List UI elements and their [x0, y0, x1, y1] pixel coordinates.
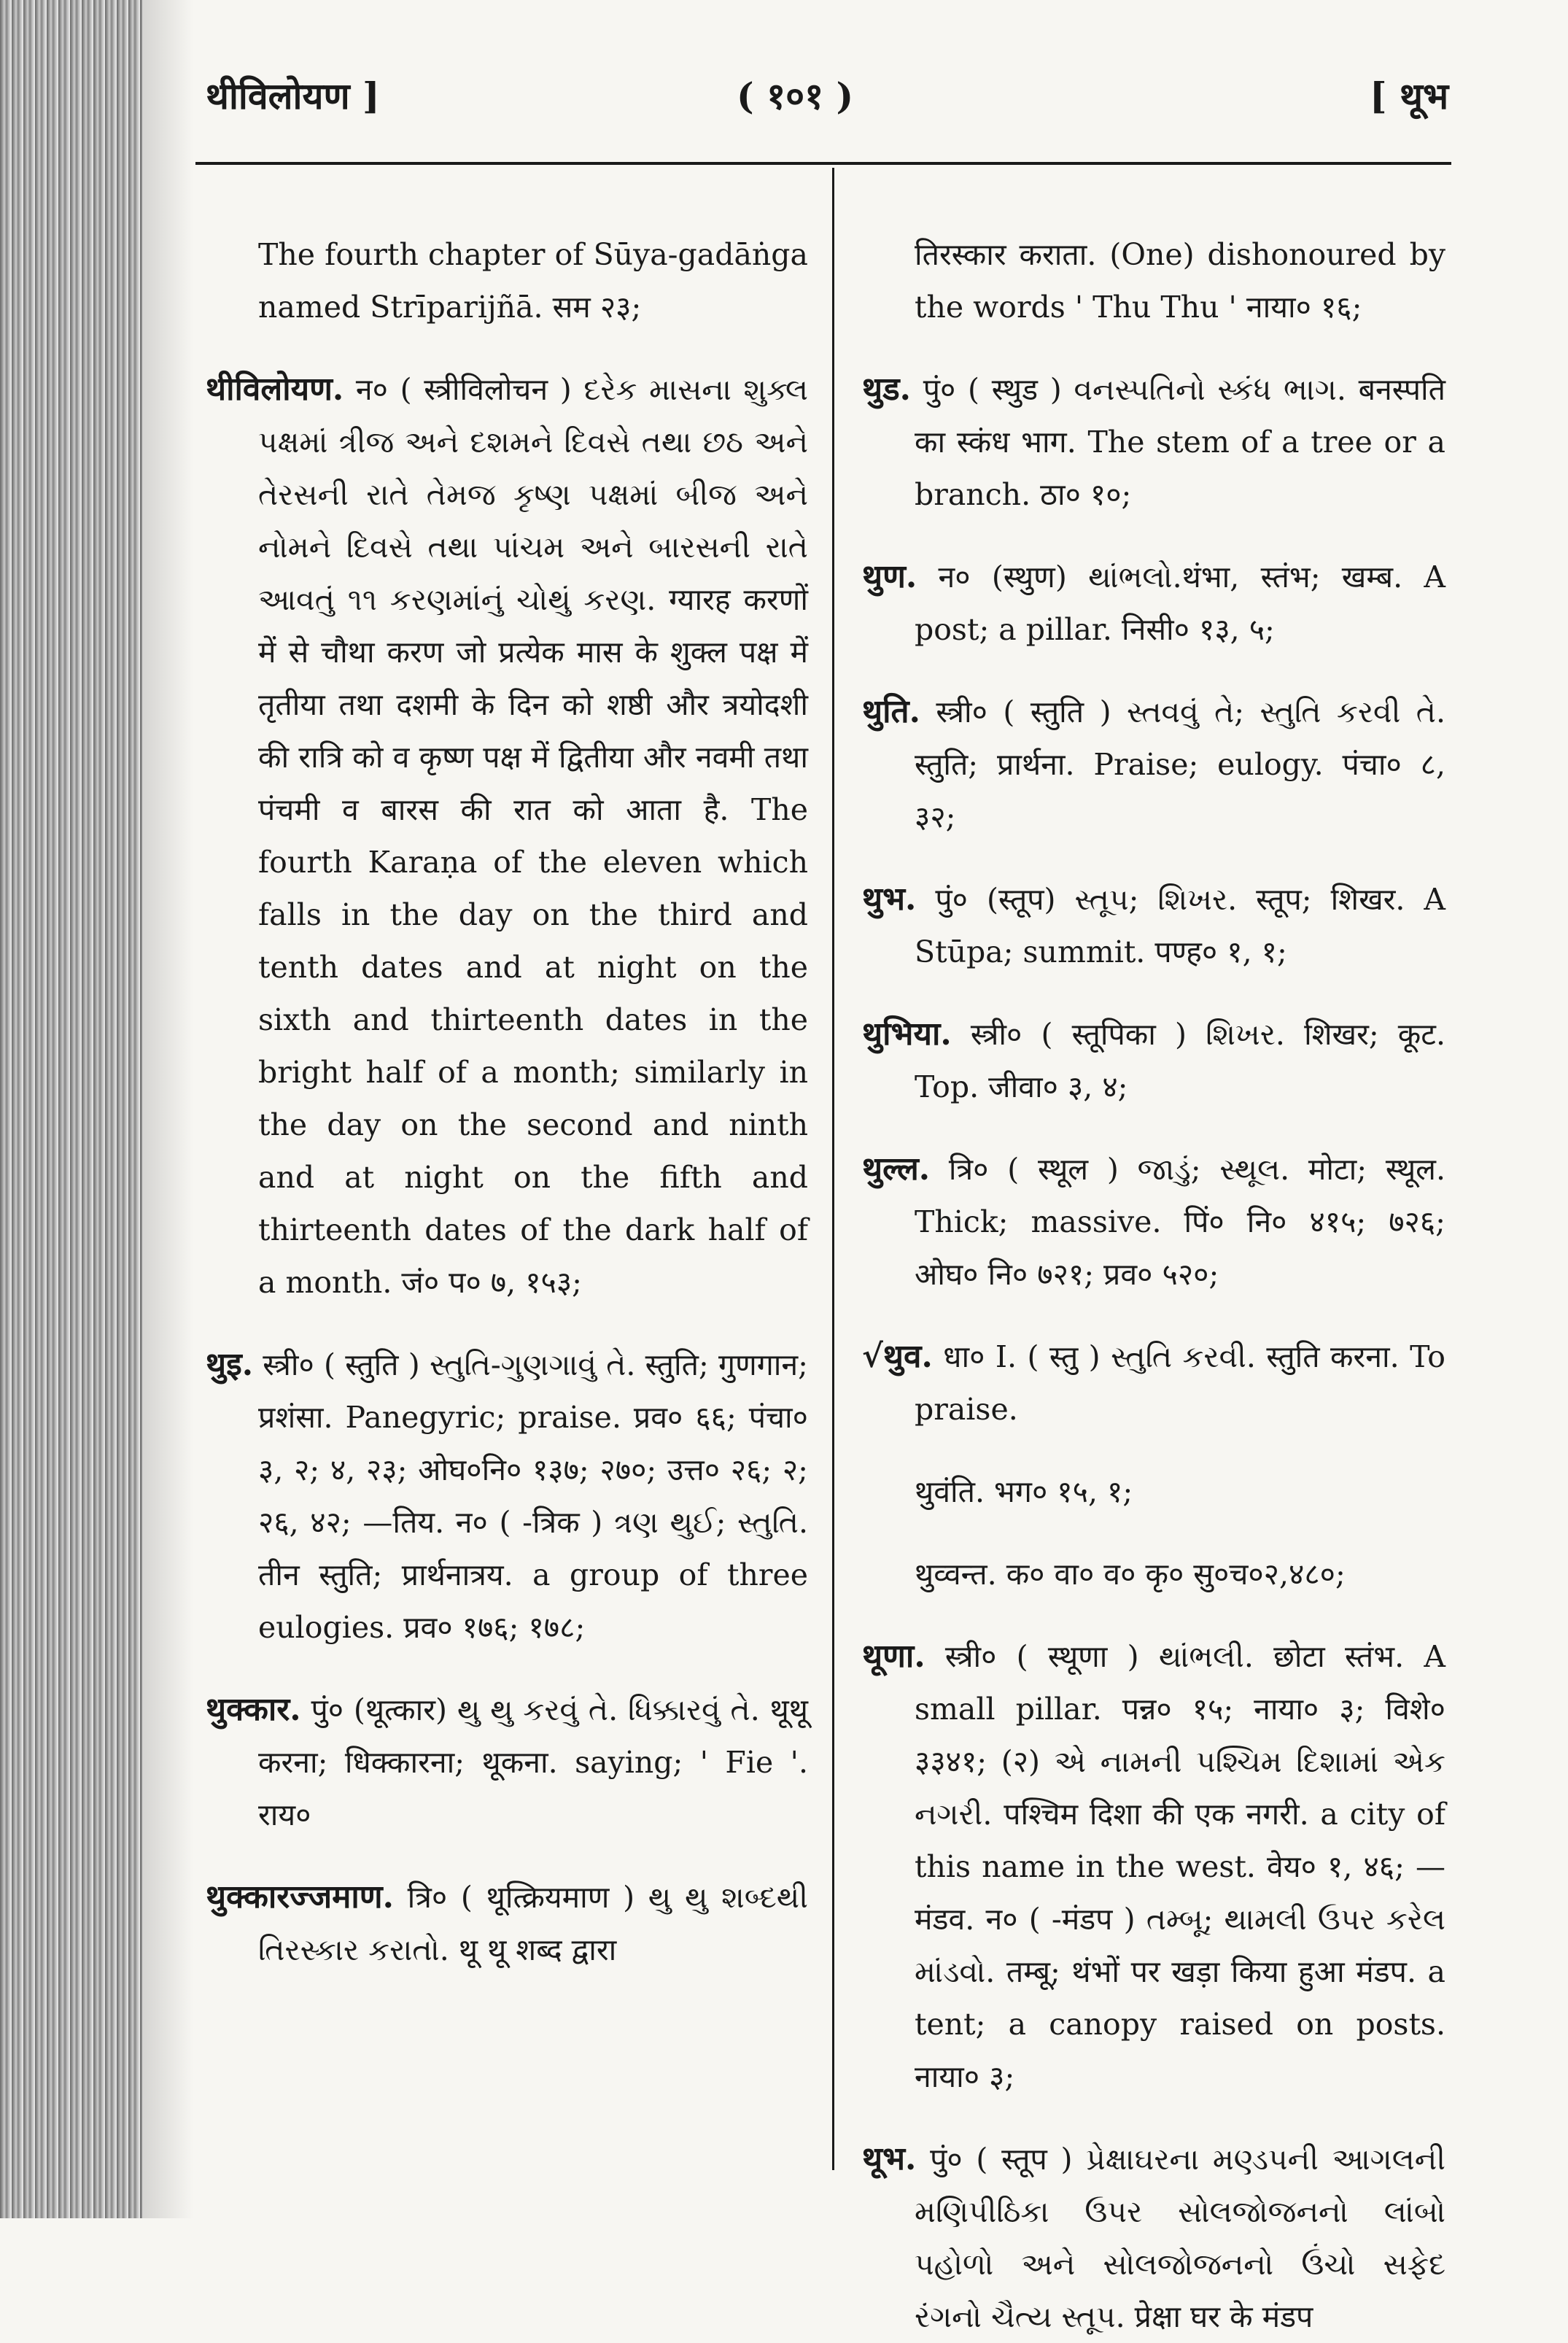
entry-text: स्त्री० ( स्तूपिका ) શિખર. शिखर; कूट. Top. जीवा० ३, ४;	[915, 1017, 1445, 1104]
dictionary-entry	[862, 686, 1445, 843]
dictionary-entry	[862, 2133, 1445, 2343]
entry-headword: थुण.	[862, 558, 917, 595]
right-column	[862, 198, 1445, 2343]
entry-headword: थीविलोयण.	[206, 371, 344, 408]
entry-text: थुवंति. भग० १५, १;	[915, 1474, 1133, 1509]
dictionary-entry	[862, 1008, 1445, 1113]
entry-text: त्रि० ( स्थूल ) જાડું; સ્થૂલ. मोटा; स्थूल. Thick; massive. पिं० नि० ४१५; ७२६; ओघ० नि० ७२१; प्रव० ५२०;	[915, 1152, 1445, 1292]
entry-headword: थुल्ल.	[862, 1150, 931, 1188]
entry-headword: थूभ.	[862, 2140, 917, 2177]
dictionary-entry	[206, 1339, 808, 1654]
entry-text: The fourth chapter of Sūya-gadāṅga named Strīparijñā. सम २३;	[258, 237, 808, 325]
dictionary-entry	[862, 1331, 1445, 1436]
entry-headword: थुड.	[862, 371, 911, 408]
dictionary-entry	[862, 228, 1445, 333]
book-binding-shadow	[0, 0, 142, 2218]
header-rule	[195, 162, 1451, 165]
entry-headword: थुक्कारज्जमाण.	[206, 1878, 394, 1916]
page-number: ( १०१ )	[737, 74, 854, 117]
entry-headword: थूणा.	[862, 1638, 925, 1675]
column-divider	[832, 168, 834, 2170]
dictionary-entry	[862, 1630, 1445, 2103]
entry-text: पुं० (थूत्कार) થુ થુ કરવું તે. ધિક્કારવું તે. थूथू करना; धिक्कारना; थूकना. saying; ' Fie '. राय०	[258, 1692, 808, 1832]
entry-headword: थुभ.	[862, 880, 917, 918]
entry-text: पुं० ( स्तूप ) પ્રેક્ષાઘરના મણ્ડપની આગલની મણિપીઠિકા ઉપર સોલજોજનનો લાંબો પહોળો અને સોલજોજનનો ઉંચો સફેદ રંગનો ચૈત્ય સ્તૂપ. प्रेक्षा घर के मंडप	[915, 2142, 1445, 2334]
entry-headword: थुभिया.	[862, 1015, 952, 1053]
dictionary-entry	[862, 1548, 1445, 1600]
dictionary-entry	[206, 1871, 808, 1976]
dictionary-entry	[862, 1143, 1445, 1301]
dictionary-entry	[206, 363, 808, 1309]
dictionary-entry	[862, 551, 1445, 656]
left-column	[206, 198, 808, 1976]
entry-text: पुं० ( स्थुड ) વનસ્પતિનો સ્કંધ ભાગ. बनस्पति का स्कंध भाग. The stem of a tree or a branch. ठा० १०;	[915, 372, 1445, 512]
dictionary-entry	[206, 228, 808, 333]
dictionary-entry	[862, 1465, 1445, 1518]
entry-headword: थुइ.	[206, 1346, 254, 1383]
entry-text: पुं० (स्तूप) સ્તૂપ; શિખર. स्तूप; शिखर. A Stūpa; summit. पण्ह० १, १;	[915, 882, 1445, 969]
running-head-right: [ थूभ	[1370, 74, 1449, 117]
entry-text: स्त्री० ( स्तुति ) સ્તવવું તે; સ્તુતિ કરવી તે. स्तुति; प्रार्थना. Praise; eulogy. पंचा० ८, ३२;	[915, 694, 1445, 834]
entry-text: थुव्वन्त. क० वा० व० कृ० सु०च०२,४८०;	[915, 1557, 1346, 1592]
entry-text: न० (स्थुण) થાંભલો.थंभा, स्तंभ; खम्ब. A post; a pillar. निसी० १३, ५;	[915, 559, 1445, 647]
entry-text: स्त्री० ( स्तुति ) સ્તુતિ-ગુણગાવું તે. स्तुति; गुणगान; प्रशंसा. Panegyric; praise. प्रव० ६६; पंचा० ३, २; ४, २३; ओघ०नि० १३७; २७०; उत्त० २६; २; २६, ४२; —तिय. न० ( -त्रिक ) ત્રણ થુઈ; સ્તુતિ. तीन स्तुति; प्रार्थनात्रय. a group of three eulogies. प्रव० १७६; १७८;	[258, 1347, 808, 1645]
entry-text: तिरस्कार कराता. (One) dishonoured by the words ' Thu Thu ' नाया० १६;	[915, 237, 1445, 325]
entry-text: धा० I. ( स्तु ) સ્તુતિ કરવી. स्तुति करना. To praise.	[915, 1339, 1445, 1427]
entry-text: स्त्री० ( स्थूणा ) થાંભલી. छोटा स्तंभ. A small pillar. पन्न० १५; नाया० ३; विशे० ३३४१; (२) એ નામની પશ્ચિમ દિશામાં એક નગરી. पश्चिम दिशा की एक नगरी. a city of this name in the west. वेय० १, ४६; —मंडव. न० ( -मंडप ) તમ્બૂ; થામલી ઉપર કરેલ માંડવો. तम्बू; थंभों पर खड़ा किया हुआ मंडप. a tent; a canopy raised on posts. नाया० ३;	[915, 1639, 1445, 2094]
dictionary-entry	[862, 363, 1445, 521]
entry-text: त्रि० ( थूत्क्रियमाण ) થુ થુ શબ્દથી તિરસ્કાર કરાતો. थू थू शब्द द्वारा	[258, 1880, 808, 1967]
entry-headword: √थुव.	[862, 1338, 933, 1375]
dictionary-entry	[206, 1684, 808, 1841]
dictionary-entry	[862, 873, 1445, 978]
running-head-left: थीविलोयण ]	[206, 74, 380, 117]
entry-headword: थुक्कार.	[206, 1691, 301, 1728]
binding-fade	[142, 0, 193, 2218]
entry-text: न० ( स्त्रीविलोचन ) દરેક માસના શુક્લ પક્ષમાં ત્રીજ અને દશમને દિવસે તથા છઠ અને તેરસની રાતે તેમજ કૃષ્ણ પક્ષમાં બીજ અને નોમને દિવસે તથા પાંચમ અને બારસની રાતે આવતું ૧૧ કરણમાંનું ચોથું કરણ. ग्यारह करणों में से चौथा करण जो प्रत्येक मास के शुक्ल पक्ष में तृतीया तथा दशमी के दिन को शष्ठी और त्रयोदशी की रात्रि को व कृष्ण पक्ष में द्वितीया और नवमी तथा पंचमी व बारस की रात को आता है. The fourth Karaṇa of the eleven which falls in the day on the third and tenth dates and at night on the sixth and thirteenth dates in the bright half of a month; similarly in the day on the second and ninth and at night on the fifth and thirteenth dates of the dark half of a month. जं० प० ७, १५३;	[258, 372, 808, 1300]
entry-headword: थुति.	[862, 693, 920, 730]
